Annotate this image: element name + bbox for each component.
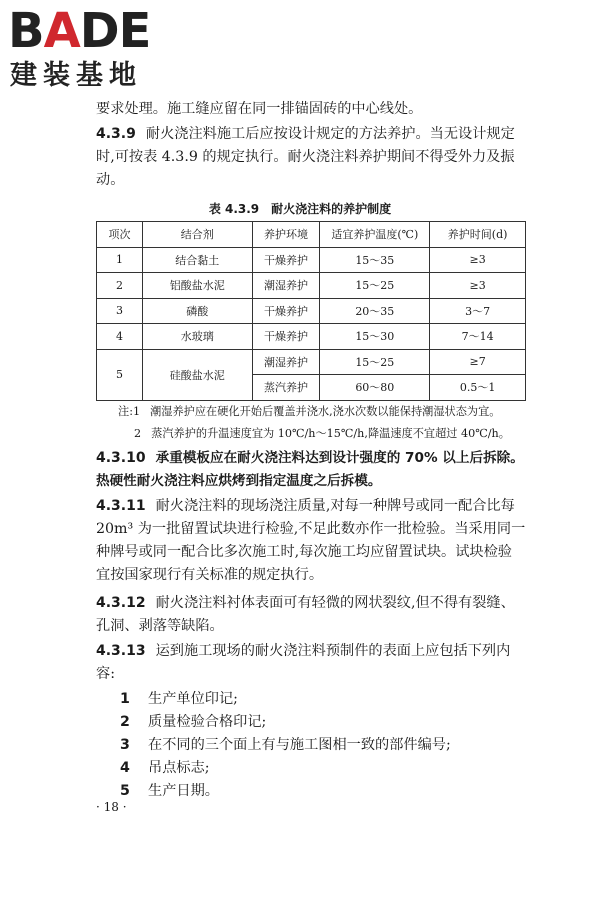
table-row bbox=[97, 324, 526, 350]
table-cell: 20～35 bbox=[320, 298, 430, 324]
header-cell: 适宜养护温度(℃) bbox=[320, 222, 430, 248]
clause-number: 4.3.11 bbox=[96, 498, 146, 514]
list-item: 4 吊点标志; bbox=[120, 760, 210, 776]
table-cell: 潮湿养护 bbox=[252, 349, 320, 375]
table-cell: 水玻璃 bbox=[142, 324, 252, 350]
table-cell: 15～30 bbox=[320, 324, 430, 350]
clause-text: 承重模板应在耐火浇注料达到设计强度的 70% 以上后拆除。热硬性耐火浇注料应烘烤到指定温度之后拆模。 bbox=[96, 450, 524, 489]
table-cell: 15～25 bbox=[320, 349, 430, 375]
table-header-row bbox=[97, 222, 526, 248]
table-note-1 bbox=[118, 402, 500, 422]
table-cell: ≥3 bbox=[430, 247, 526, 273]
list-item: 5 生产日期。 bbox=[120, 783, 219, 799]
table-row bbox=[97, 247, 526, 273]
table-title: 表 4.3.9 耐火浇注料的养护制度 bbox=[208, 202, 392, 216]
note-text: 潮湿养护应在硬化开始后覆盖并浇水,浇水次数以能保持潮湿状态为宜。 bbox=[150, 405, 501, 418]
table-row bbox=[97, 349, 526, 375]
table-cell: ≥3 bbox=[430, 273, 526, 299]
table-cell: 7～14 bbox=[430, 324, 526, 350]
table-note-2 bbox=[134, 424, 510, 444]
table-cell: 2 bbox=[97, 273, 143, 299]
note-prefix: 注: bbox=[118, 405, 133, 418]
list-item: 3 在不同的三个面上有与施工图相一致的部件编号; bbox=[120, 737, 451, 753]
header-cell: 养护时间(d) bbox=[430, 222, 526, 248]
logo-subtitle: 建装基地 bbox=[10, 60, 142, 91]
clause-number: 4.3.9 bbox=[96, 126, 136, 142]
table-cell: 3 bbox=[97, 298, 143, 324]
page-number: · 18 · bbox=[96, 800, 127, 814]
curing-table bbox=[96, 221, 526, 401]
table-cell: 3～7 bbox=[430, 298, 526, 324]
table-cell: 干燥养护 bbox=[252, 247, 320, 273]
table-cell: 1 bbox=[97, 247, 143, 273]
clause-number: 4.3.10 bbox=[96, 450, 146, 466]
clause-number: 4.3.12 bbox=[96, 595, 146, 611]
list-item: 2 质量检验合格印记; bbox=[120, 714, 267, 730]
clause-4-3-9 bbox=[96, 123, 526, 192]
clause-4-3-10 bbox=[96, 447, 526, 493]
table-cell: 干燥养护 bbox=[252, 324, 320, 350]
list-item: 1 生产单位印记; bbox=[120, 691, 238, 707]
table-row bbox=[97, 273, 526, 299]
clause-number: 4.3.13 bbox=[96, 643, 146, 659]
note-number: 1 bbox=[132, 405, 141, 418]
brand-logo bbox=[8, 3, 178, 96]
clause-text: 耐火浇注料施工后应按设计规定的方法养护。当无设计规定时,可按表 4.3.9 的规定执行。耐火浇注料养护期间不得受外力及振动。 bbox=[96, 126, 515, 188]
table-cell: 蒸汽养护 bbox=[252, 375, 320, 401]
clause-text: 耐火浇注料衬体表面可有轻微的网状裂纹,但不得有裂缝、孔洞、剥落等缺陷。 bbox=[96, 595, 515, 634]
table-cell: 潮湿养护 bbox=[252, 273, 320, 299]
table-cell: 铝酸盐水泥 bbox=[142, 273, 252, 299]
header-cell: 结合剂 bbox=[142, 222, 252, 248]
note-number: 2 bbox=[134, 427, 142, 440]
table-cell: 硅酸盐水泥 bbox=[142, 349, 252, 400]
logo-wordmark: BADE bbox=[8, 3, 151, 59]
table-cell: 15～25 bbox=[320, 273, 430, 299]
table-row bbox=[97, 298, 526, 324]
intro-line: 要求处理。施工缝应留在同一排锚固砖的中心线处。 bbox=[96, 101, 423, 117]
clause-4-3-12 bbox=[96, 592, 526, 638]
table-cell: 结合黏土 bbox=[142, 247, 252, 273]
clause-4-3-13 bbox=[96, 640, 526, 686]
table-cell: 15～35 bbox=[320, 247, 430, 273]
table-cell: 5 bbox=[97, 349, 143, 400]
table-cell: 0.5～1 bbox=[430, 375, 526, 401]
content-list bbox=[120, 688, 451, 803]
note-text: 蒸汽养护的升温速度宜为 10℃/h～15℃/h,降温速度不宜超过 40℃/h。 bbox=[151, 427, 510, 440]
table-cell: 60～80 bbox=[320, 375, 430, 401]
table-cell: 磷酸 bbox=[142, 298, 252, 324]
table-cell: 干燥养护 bbox=[252, 298, 320, 324]
clause-4-3-11 bbox=[96, 495, 526, 587]
clause-text: 耐火浇注料的现场浇注质量,对每一种牌号或同一配合比每 20m³ 为一批留置试块进行检验,不足此数亦作一批检验。当采用同一种牌号或同一配合比多次施工时,每次施工均应留置试块。试块检验宜按国家现行有关标准的规定执行。 bbox=[96, 498, 526, 583]
table-cell: ≥7 bbox=[430, 349, 526, 375]
table-cell: 4 bbox=[97, 324, 143, 350]
header-cell: 项次 bbox=[97, 222, 143, 248]
clause-text: 运到施工现场的耐火浇注料预制件的表面上应包括下列内容: bbox=[96, 643, 511, 682]
header-cell: 养护环境 bbox=[252, 222, 320, 248]
